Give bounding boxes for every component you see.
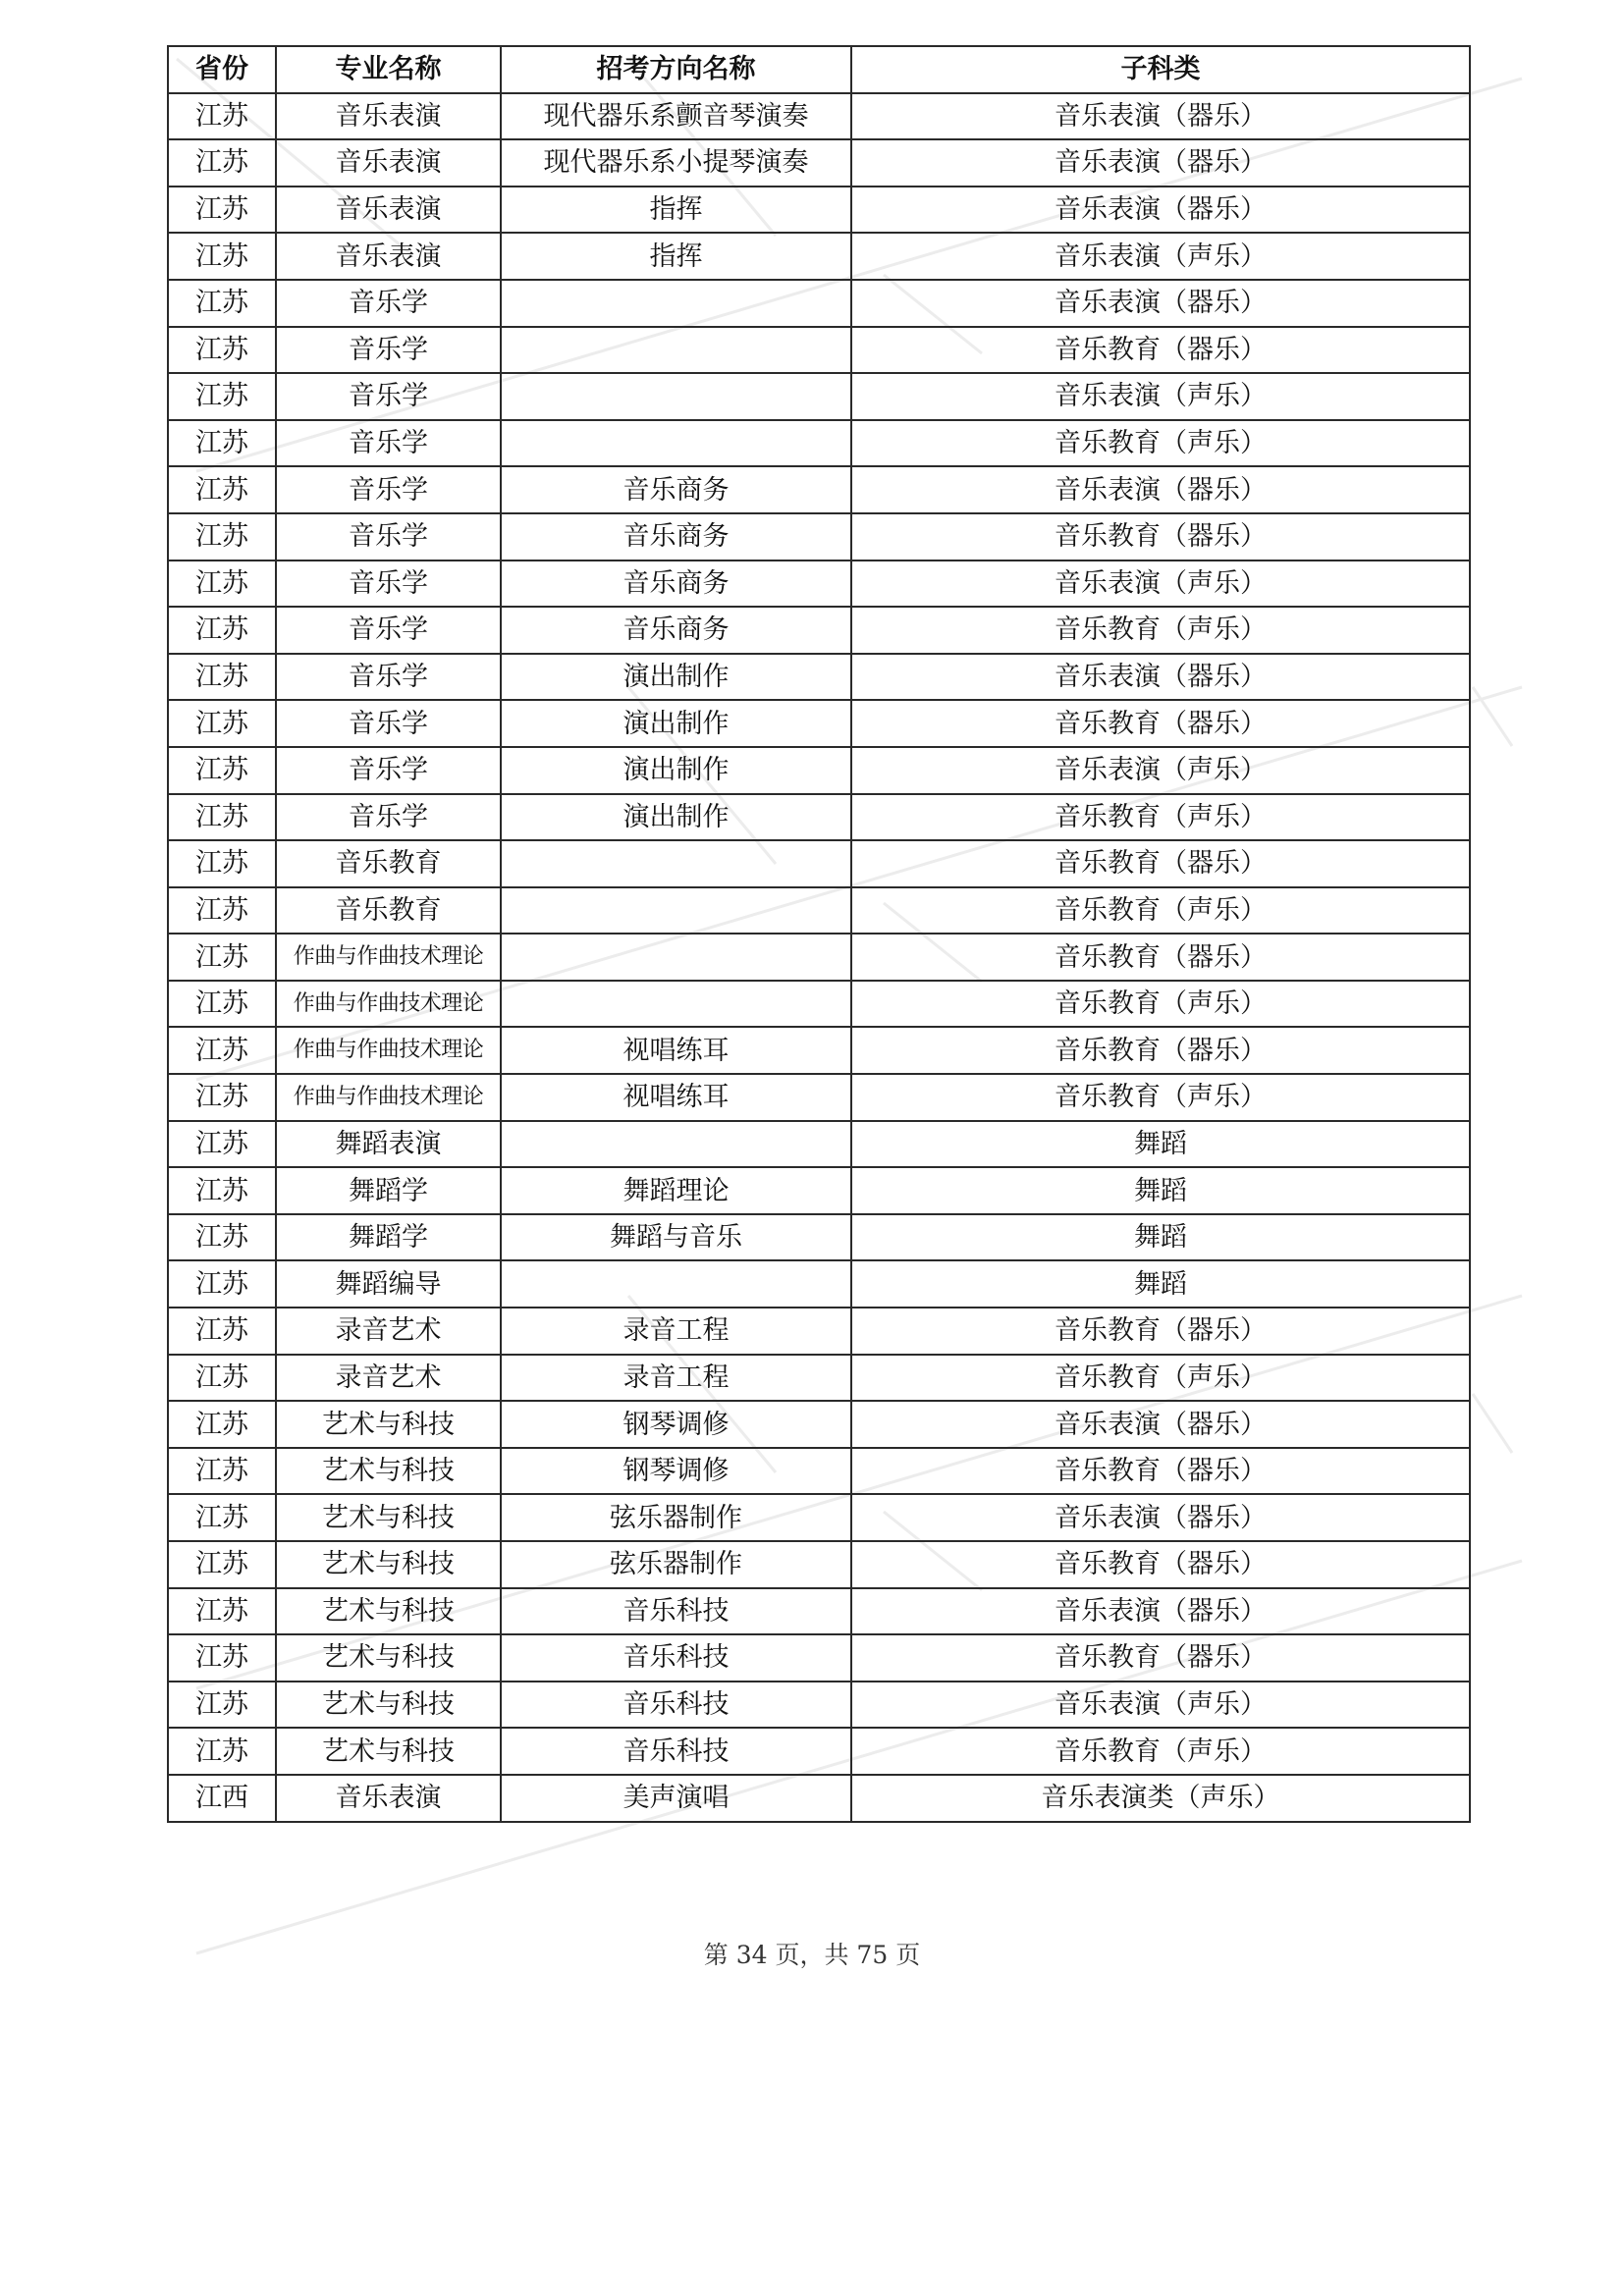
- cell-major: 录音艺术: [276, 1355, 501, 1402]
- cell-direction: 指挥: [501, 187, 851, 234]
- cell-major: 音乐表演: [276, 233, 501, 280]
- cell-subcategory: 音乐表演（器乐）: [851, 139, 1470, 187]
- table-row: [168, 607, 1470, 654]
- cell-major: 音乐表演: [276, 187, 501, 234]
- cell-direction: 指挥: [501, 233, 851, 280]
- cell-province: 江苏: [168, 233, 276, 280]
- cell-direction: [501, 1260, 851, 1308]
- cell-major: 音乐学: [276, 747, 501, 794]
- header-major: 专业名称: [276, 46, 501, 93]
- cell-major: 音乐表演: [276, 93, 501, 140]
- cell-subcategory: 音乐表演类（声乐）: [851, 1775, 1470, 1822]
- cell-major: 音乐学: [276, 373, 501, 420]
- cell-province: 江苏: [168, 1121, 276, 1168]
- cell-major: 音乐学: [276, 466, 501, 513]
- header-direction: 招考方向名称: [501, 46, 851, 93]
- cell-direction: 音乐商务: [501, 561, 851, 608]
- cell-province: 江苏: [168, 934, 276, 981]
- cell-province: 江苏: [168, 1308, 276, 1355]
- table-row: [168, 1355, 1470, 1402]
- cell-direction: 弦乐器制作: [501, 1541, 851, 1588]
- cell-province: 江苏: [168, 1401, 276, 1448]
- cell-direction: 音乐商务: [501, 466, 851, 513]
- table-row: [168, 1588, 1470, 1635]
- cell-province: 江苏: [168, 840, 276, 887]
- table-row: [168, 700, 1470, 747]
- cell-province: 江苏: [168, 887, 276, 934]
- cell-major: 音乐学: [276, 607, 501, 654]
- cell-major: 作曲与作曲技术理论: [276, 1074, 501, 1121]
- table-row: [168, 420, 1470, 467]
- cell-province: 江苏: [168, 1541, 276, 1588]
- cell-major: 艺术与科技: [276, 1588, 501, 1635]
- cell-direction: 现代器乐系小提琴演奏: [501, 139, 851, 187]
- table-row: [168, 280, 1470, 327]
- cell-subcategory: 音乐表演（器乐）: [851, 1494, 1470, 1541]
- cell-major: 艺术与科技: [276, 1634, 501, 1682]
- cell-direction: 视唱练耳: [501, 1074, 851, 1121]
- cell-direction: 演出制作: [501, 747, 851, 794]
- cell-province: 江苏: [168, 420, 276, 467]
- table-row: [168, 1214, 1470, 1261]
- cell-province: 江苏: [168, 280, 276, 327]
- cell-subcategory: 音乐教育（器乐）: [851, 1027, 1470, 1074]
- cell-major: 舞蹈学: [276, 1214, 501, 1261]
- table-row: [168, 1401, 1470, 1448]
- cell-direction: [501, 373, 851, 420]
- cell-direction: 舞蹈理论: [501, 1167, 851, 1214]
- cell-subcategory: 音乐表演（器乐）: [851, 93, 1470, 140]
- cell-major: 音乐学: [276, 794, 501, 841]
- cell-major: 作曲与作曲技术理论: [276, 981, 501, 1028]
- table-row: [168, 1728, 1470, 1775]
- cell-subcategory: 音乐教育（声乐）: [851, 420, 1470, 467]
- cell-province: 江苏: [168, 466, 276, 513]
- cell-province: 江苏: [168, 607, 276, 654]
- table-row: [168, 1541, 1470, 1588]
- cell-major: 音乐学: [276, 700, 501, 747]
- cell-subcategory: 音乐教育（器乐）: [851, 840, 1470, 887]
- cell-direction: 弦乐器制作: [501, 1494, 851, 1541]
- table-row: [168, 187, 1470, 234]
- cell-province: 江苏: [168, 654, 276, 701]
- cell-subcategory: 音乐表演（器乐）: [851, 654, 1470, 701]
- table-row: [168, 840, 1470, 887]
- cell-subcategory: 舞蹈: [851, 1260, 1470, 1308]
- table-row: [168, 887, 1470, 934]
- cell-subcategory: 音乐教育（声乐）: [851, 1074, 1470, 1121]
- cell-direction: [501, 280, 851, 327]
- cell-major: 艺术与科技: [276, 1541, 501, 1588]
- cell-subcategory: 音乐表演（器乐）: [851, 280, 1470, 327]
- table-row: [168, 93, 1470, 140]
- cell-subcategory: 音乐教育（声乐）: [851, 607, 1470, 654]
- cell-major: 舞蹈编导: [276, 1260, 501, 1308]
- cell-direction: 现代器乐系颤音琴演奏: [501, 93, 851, 140]
- table-row: [168, 1074, 1470, 1121]
- table-row: [168, 1682, 1470, 1729]
- cell-major: 作曲与作曲技术理论: [276, 1027, 501, 1074]
- cell-major: 艺术与科技: [276, 1682, 501, 1729]
- cell-subcategory: 音乐教育（声乐）: [851, 1355, 1470, 1402]
- cell-subcategory: 舞蹈: [851, 1121, 1470, 1168]
- cell-province: 江苏: [168, 1355, 276, 1402]
- cell-direction: 演出制作: [501, 654, 851, 701]
- table-row: [168, 233, 1470, 280]
- cell-major: 录音艺术: [276, 1308, 501, 1355]
- header-subcategory: 子科类: [851, 46, 1470, 93]
- table-row: [168, 747, 1470, 794]
- page-number: 第 34 页，共 75 页: [703, 1941, 921, 1969]
- cell-direction: [501, 840, 851, 887]
- table-row: [168, 1121, 1470, 1168]
- table-row: [168, 139, 1470, 187]
- cell-major: 舞蹈表演: [276, 1121, 501, 1168]
- table-row: [168, 654, 1470, 701]
- cell-province: 江苏: [168, 561, 276, 608]
- table-body: [168, 93, 1470, 1822]
- cell-major: 音乐学: [276, 513, 501, 561]
- cell-direction: [501, 981, 851, 1028]
- cell-province: 江苏: [168, 1167, 276, 1214]
- cell-subcategory: 音乐表演（器乐）: [851, 466, 1470, 513]
- cell-direction: 音乐科技: [501, 1682, 851, 1729]
- cell-subcategory: 舞蹈: [851, 1214, 1470, 1261]
- cell-direction: 音乐科技: [501, 1588, 851, 1635]
- cell-direction: 钢琴调修: [501, 1448, 851, 1495]
- cell-major: 音乐学: [276, 420, 501, 467]
- cell-subcategory: 音乐表演（器乐）: [851, 1588, 1470, 1635]
- cell-major: 艺术与科技: [276, 1401, 501, 1448]
- cell-direction: 音乐科技: [501, 1634, 851, 1682]
- cell-province: 江苏: [168, 1682, 276, 1729]
- cell-subcategory: 舞蹈: [851, 1167, 1470, 1214]
- cell-subcategory: 音乐教育（器乐）: [851, 934, 1470, 981]
- cell-province: 江西: [168, 1775, 276, 1822]
- cell-major: 音乐表演: [276, 139, 501, 187]
- cell-major: 艺术与科技: [276, 1494, 501, 1541]
- table-row: [168, 1775, 1470, 1822]
- cell-major: 舞蹈学: [276, 1167, 501, 1214]
- cell-direction: 演出制作: [501, 700, 851, 747]
- cell-direction: 钢琴调修: [501, 1401, 851, 1448]
- table-row: [168, 1167, 1470, 1214]
- cell-major: 音乐学: [276, 327, 501, 374]
- cell-province: 江苏: [168, 1448, 276, 1495]
- cell-direction: [501, 934, 851, 981]
- cell-subcategory: 音乐教育（器乐）: [851, 1448, 1470, 1495]
- table-row: [168, 1634, 1470, 1682]
- table-row: [168, 934, 1470, 981]
- cell-direction: 视唱练耳: [501, 1027, 851, 1074]
- cell-major: 音乐学: [276, 561, 501, 608]
- cell-province: 江苏: [168, 747, 276, 794]
- cell-province: 江苏: [168, 1214, 276, 1261]
- table-row: [168, 373, 1470, 420]
- cell-province: 江苏: [168, 513, 276, 561]
- cell-province: 江苏: [168, 794, 276, 841]
- cell-subcategory: 音乐教育（器乐）: [851, 513, 1470, 561]
- cell-province: 江苏: [168, 373, 276, 420]
- cell-subcategory: 音乐表演（器乐）: [851, 187, 1470, 234]
- admission-table: [167, 45, 1471, 1823]
- cell-direction: 演出制作: [501, 794, 851, 841]
- cell-direction: 音乐商务: [501, 607, 851, 654]
- table-row: [168, 1308, 1470, 1355]
- cell-direction: [501, 420, 851, 467]
- cell-province: 江苏: [168, 981, 276, 1028]
- cell-subcategory: 音乐表演（声乐）: [851, 373, 1470, 420]
- cell-subcategory: 音乐教育（声乐）: [851, 794, 1470, 841]
- table-row: [168, 466, 1470, 513]
- cell-province: 江苏: [168, 93, 276, 140]
- cell-subcategory: 音乐教育（器乐）: [851, 700, 1470, 747]
- cell-subcategory: 音乐表演（声乐）: [851, 233, 1470, 280]
- cell-province: 江苏: [168, 1074, 276, 1121]
- table-row: [168, 513, 1470, 561]
- cell-province: 江苏: [168, 700, 276, 747]
- table-row: [168, 1260, 1470, 1308]
- cell-direction: 舞蹈与音乐: [501, 1214, 851, 1261]
- cell-major: 艺术与科技: [276, 1448, 501, 1495]
- cell-province: 江苏: [168, 187, 276, 234]
- table-row: [168, 794, 1470, 841]
- cell-direction: 音乐科技: [501, 1728, 851, 1775]
- cell-major: 作曲与作曲技术理论: [276, 934, 501, 981]
- cell-province: 江苏: [168, 1588, 276, 1635]
- table-row: [168, 1448, 1470, 1495]
- header-province: 省份: [168, 46, 276, 93]
- cell-subcategory: 音乐表演（声乐）: [851, 561, 1470, 608]
- cell-major: 音乐表演: [276, 1775, 501, 1822]
- cell-major: 音乐教育: [276, 840, 501, 887]
- cell-province: 江苏: [168, 327, 276, 374]
- cell-province: 江苏: [168, 1728, 276, 1775]
- cell-major: 音乐学: [276, 280, 501, 327]
- cell-province: 江苏: [168, 1494, 276, 1541]
- cell-province: 江苏: [168, 1634, 276, 1682]
- cell-major: 音乐教育: [276, 887, 501, 934]
- cell-major: 音乐学: [276, 654, 501, 701]
- cell-subcategory: 音乐表演（声乐）: [851, 747, 1470, 794]
- table-header-row: [168, 46, 1470, 93]
- cell-direction: [501, 1121, 851, 1168]
- cell-direction: [501, 327, 851, 374]
- cell-subcategory: 音乐教育（器乐）: [851, 1308, 1470, 1355]
- cell-direction: 录音工程: [501, 1355, 851, 1402]
- cell-subcategory: 音乐表演（器乐）: [851, 1401, 1470, 1448]
- cell-direction: [501, 887, 851, 934]
- cell-province: 江苏: [168, 1260, 276, 1308]
- cell-subcategory: 音乐教育（器乐）: [851, 1634, 1470, 1682]
- cell-direction: 美声演唱: [501, 1775, 851, 1822]
- table-row: [168, 327, 1470, 374]
- cell-province: 江苏: [168, 139, 276, 187]
- cell-direction: 录音工程: [501, 1308, 851, 1355]
- table-row: [168, 981, 1470, 1028]
- cell-province: 江苏: [168, 1027, 276, 1074]
- cell-direction: 音乐商务: [501, 513, 851, 561]
- cell-subcategory: 音乐教育（器乐）: [851, 327, 1470, 374]
- cell-subcategory: 音乐教育（声乐）: [851, 1728, 1470, 1775]
- table-row: [168, 1494, 1470, 1541]
- cell-subcategory: 音乐教育（声乐）: [851, 887, 1470, 934]
- cell-subcategory: 音乐表演（声乐）: [851, 1682, 1470, 1729]
- table-row: [168, 561, 1470, 608]
- cell-subcategory: 音乐教育（声乐）: [851, 981, 1470, 1028]
- cell-major: 艺术与科技: [276, 1728, 501, 1775]
- cell-subcategory: 音乐教育（器乐）: [851, 1541, 1470, 1588]
- table-row: [168, 1027, 1470, 1074]
